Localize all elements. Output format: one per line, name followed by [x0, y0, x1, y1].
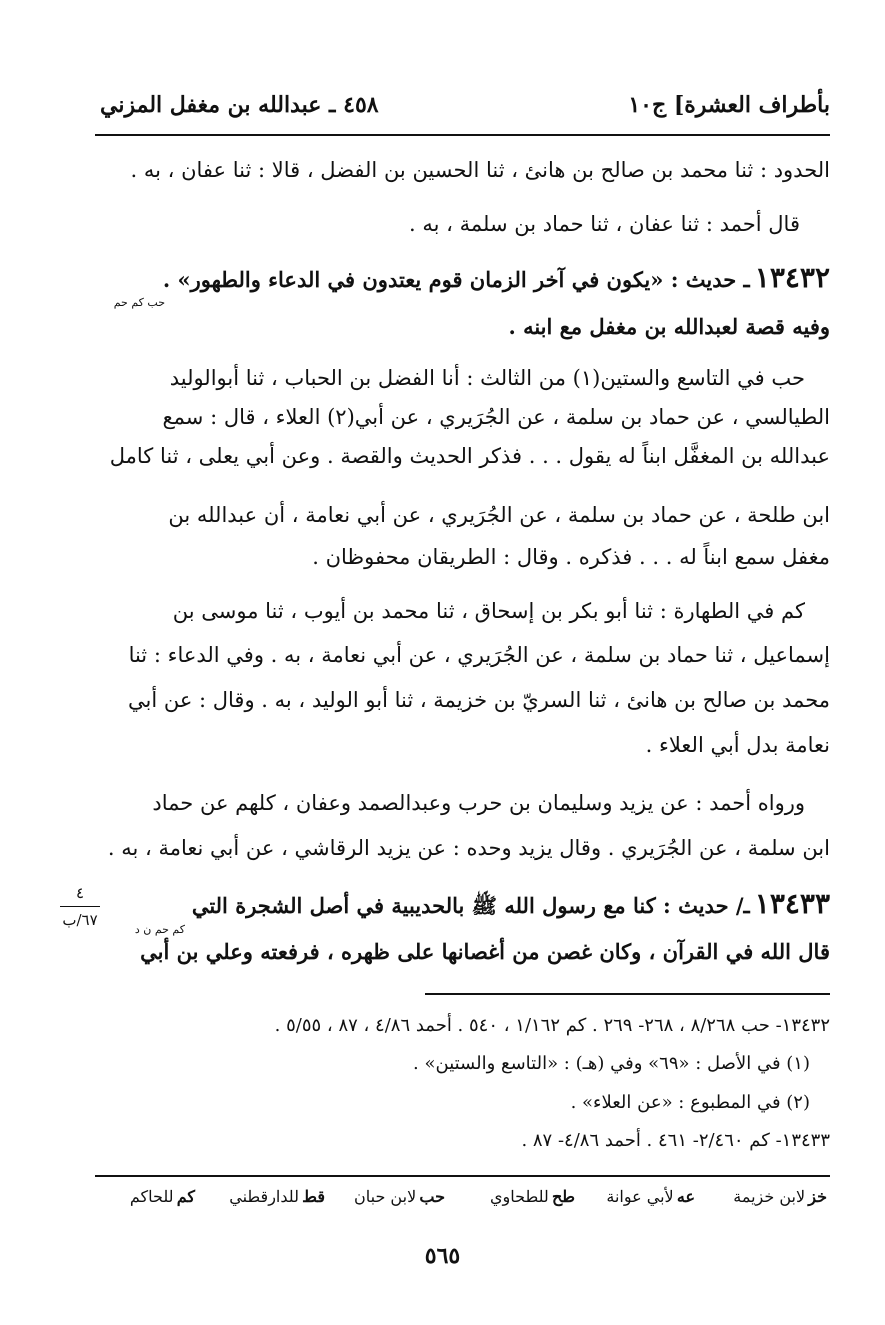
abbr-name: للدارقطني	[229, 1187, 299, 1206]
hadith-text: ـ/ حديث : كنا مع رسول الله ﷺ بالحديبية في أصل الشجرة التي	[191, 893, 750, 918]
body-line: الحدود : ثنا محمد بن صالح بن هانئ ، ثنا الحسين بن الفضل ، قالا : ثنا عفان ، به .	[130, 158, 830, 182]
footnote: (٢) في المطبوع : «عن العلاء» .	[570, 1092, 810, 1113]
abbr-code: قط	[302, 1187, 325, 1206]
para-line: محمد بن صالح بن هانئ ، ثنا السريّ بن خزيمة ، ثنا أبو الوليد ، به . وقال : عن أبي	[127, 688, 830, 712]
abbreviation-item	[229, 1187, 325, 1206]
hadith-text-cont: قال الله في القرآن ، وكان غصن من أغصانها على ظهره ، فرفعته وعلي بن أبي	[140, 939, 830, 964]
abbr-code: عه	[676, 1187, 695, 1206]
margin-divider	[60, 906, 100, 907]
margin-folio-top: ٤	[75, 884, 85, 902]
abbr-code: كم	[176, 1187, 195, 1206]
abbreviation-rule	[95, 1175, 830, 1177]
running-header-right: بأطراف العشرة] ج١٠	[628, 92, 830, 118]
abbr-code: حب	[419, 1187, 445, 1206]
margin-folio-note	[60, 884, 100, 929]
source-sigla: كم حم ن د	[134, 923, 185, 936]
para-line: حب في التاسع والستين(١) من الثالث : أنا الفضل بن الحباب ، ثنا أبوالوليد	[169, 366, 805, 390]
para-line: الطيالسي ، عن حماد بن سلمة ، عن الجُرَيري ، عن أبي(٢) العلاء ، قال : سمع	[162, 405, 830, 429]
hadith-text: ـ حديث : «يكون في آخر الزمان قوم يعتدون في الدعاء والطهور» .	[162, 267, 750, 292]
abbreviation-item	[490, 1187, 575, 1206]
abbr-name: للحاكم	[129, 1187, 174, 1206]
page-number: ٥٦٥	[424, 1243, 461, 1269]
abbr-name: لأبي عوانة	[606, 1187, 674, 1206]
margin-folio-bottom: ٦٧/ب	[62, 911, 98, 929]
abbreviation-item	[606, 1187, 695, 1206]
abbr-name: للطحاوي	[489, 1187, 549, 1206]
footnote: (١) في الأصل : «٦٩» وفي (هـ) : «التاسع والستين» .	[413, 1053, 810, 1074]
abbreviation-item	[130, 1187, 195, 1206]
para-line: ابن سلمة ، عن الجُرَيري . وقال يزيد وحده : عن يزيد الرقاشي ، عن أبي نعامة ، به .	[107, 836, 830, 860]
para-line: عبدالله بن المغفَّل ابناً له يقول . . . فذكر الحديث والقصة . وعن أبي يعلى ، ثنا كامل	[109, 444, 830, 468]
footnote: ١٣٤٣٣- كم ٢/٤٦٠- ٤٦١ . أحمد ٤/٨٦- ٨٧ .	[521, 1130, 830, 1151]
source-sigla: حب كم حم	[113, 296, 165, 309]
abbr-code: طح	[551, 1187, 575, 1206]
hadith-heading	[55, 258, 830, 302]
footnote: ١٣٤٣٢- حب ٨/٢٦٨ ، ٢٦٨- ٢٦٩ . كم ١/١٦٢ ، ٥٤٠ . أحمد ٤/٨٦ ، ٨٧ ، ٥/٥٥ .	[274, 1015, 830, 1036]
running-header-left: ٤٥٨ ـ عبدالله بن مغفل المزني	[100, 92, 379, 118]
body-line: قال أحمد : ثنا عفان ، ثنا حماد بن سلمة ، به .	[409, 212, 800, 236]
abbreviation-item	[733, 1187, 827, 1206]
para-line: كم في الطهارة : ثنا أبو بكر بن إسحاق ، ثنا محمد بن أيوب ، ثنا موسى بن	[172, 599, 805, 623]
para-line: مغفل سمع ابناً له . . . فذكره . وقال : الطريقان محفوظان .	[312, 545, 830, 569]
abbr-name: لابن خزيمة	[733, 1187, 806, 1206]
hadith-number: ١٣٤٣٣	[754, 887, 830, 920]
header-rule	[95, 134, 830, 136]
hadith-text-cont: وفيه قصة لعبدالله بن مغفل مع ابنه .	[508, 314, 830, 339]
hadith-heading	[55, 884, 830, 928]
abbr-name: لابن حبان	[354, 1187, 417, 1206]
para-line: إسماعيل ، ثنا حماد بن سلمة ، عن الجُرَيري ، عن أبي نعامة ، به . وفي الدعاء : ثنا	[128, 643, 830, 667]
abbreviation-item	[354, 1187, 445, 1206]
para-line: ورواه أحمد : عن يزيد وسليمان بن حرب وعبدالصمد وعفان ، كلهم عن حماد	[152, 791, 805, 815]
hadith-number: ١٣٤٣٢	[754, 261, 830, 294]
para-line: نعامة بدل أبي العلاء .	[645, 733, 830, 757]
footnote-rule	[425, 993, 830, 995]
abbr-code: خز	[808, 1187, 827, 1206]
para-line: ابن طلحة ، عن حماد بن سلمة ، عن الجُرَيري ، عن أبي نعامة ، أن عبدالله بن	[168, 503, 830, 527]
